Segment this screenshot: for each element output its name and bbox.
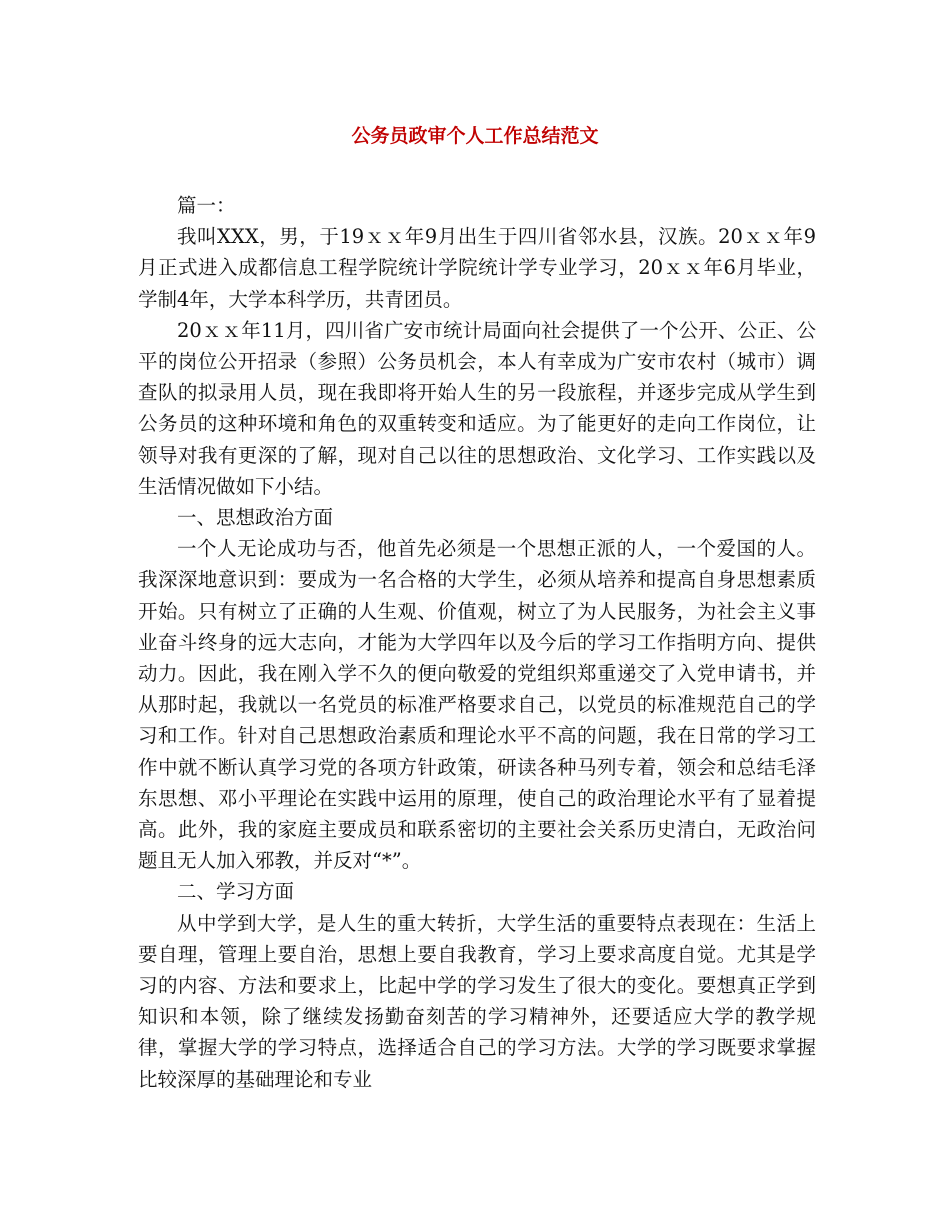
paragraph-recruitment: 20ｘｘ年11月，四川省广安市统计局面向社会提供了一个公开、公正、公平的岗位公开招录（参照）公务员机会，本人有幸成为广安市农村（城市）调查队的拟录用人员，现在我即将开始人生的另一段旅程，并逐步完成从学生到公务员的这种环境和角色的双重转变和适应。为了能更好的走向工作岗位，让领导对我有更深的了解，现对自己以往的思想政治、文化学习、工作实践以及生活情况做如下小结。 (138, 318, 816, 498)
document-title: 公务员政审个人工作总结范文 (351, 125, 599, 147)
section-heading-study: 二、学习方面 (177, 880, 295, 904)
paragraph-study: 从中学到大学，是人生的重大转折，大学生活的重要特点表现在：生活上要自理，管理上要自治，思想上要自我教育，学习上要求高度自觉。尤其是学习的内容、方法和要求上，比起中学的学习发生了很大的变化。要想真正学到知识和本领，除了继续发扬勤奋刻苦的学习精神外，还要适应大学的教学规律，掌握大学的学习特点，选择适合自己的学习方法。大学的学习既要求掌握比较深厚的基础理论和专业 (138, 911, 816, 1091)
document-body (138, 190, 816, 1095)
section-heading-ideology: 一、思想政治方面 (177, 506, 334, 530)
paragraph-ideology: 一个人无论成功与否，他首先必须是一个思想正派的人，一个爱国的人。我深深地意识到：要成为一名合格的大学生，必须从培养和提高自身思想素质开始。只有树立了正确的人生观、价值观，树立了为人民服务，为社会主义事业奋斗终身的远大志向，才能为大学四年以及今后的学习工作指明方向、提供动力。因此，我在刚入学不久的便向敬爱的党组织郑重递交了入党申请书，并从那时起，我就以一名党员的标准严格要求自己，以党员的标准规范自己的学习和工作。针对自己思想政治素质和理论水平不高的问题，我在日常的学习工作中就不断认真学习党的各项方针政策，研读各种马列专着，领会和总结毛泽东思想、邓小平理论在实践中运用的原理，使自己的政治理论水平有了显着提高。此外，我的家庭主要成员和联系密切的主要社会关系历史清白，无政治问题且无人加入邪教，并反对“*”。 (138, 537, 816, 873)
paragraph-personal-info: 我叫XXX，男，于19ｘｘ年9月出生于四川省邻水县，汉族。20ｘｘ年9月正式进入成都信息工程学院统计学院统计学专业学习，20ｘｘ年6月毕业，学制4年，大学本科学历，共青团员。 (138, 225, 816, 311)
section-heading-part-one: 篇一： (177, 194, 236, 217)
